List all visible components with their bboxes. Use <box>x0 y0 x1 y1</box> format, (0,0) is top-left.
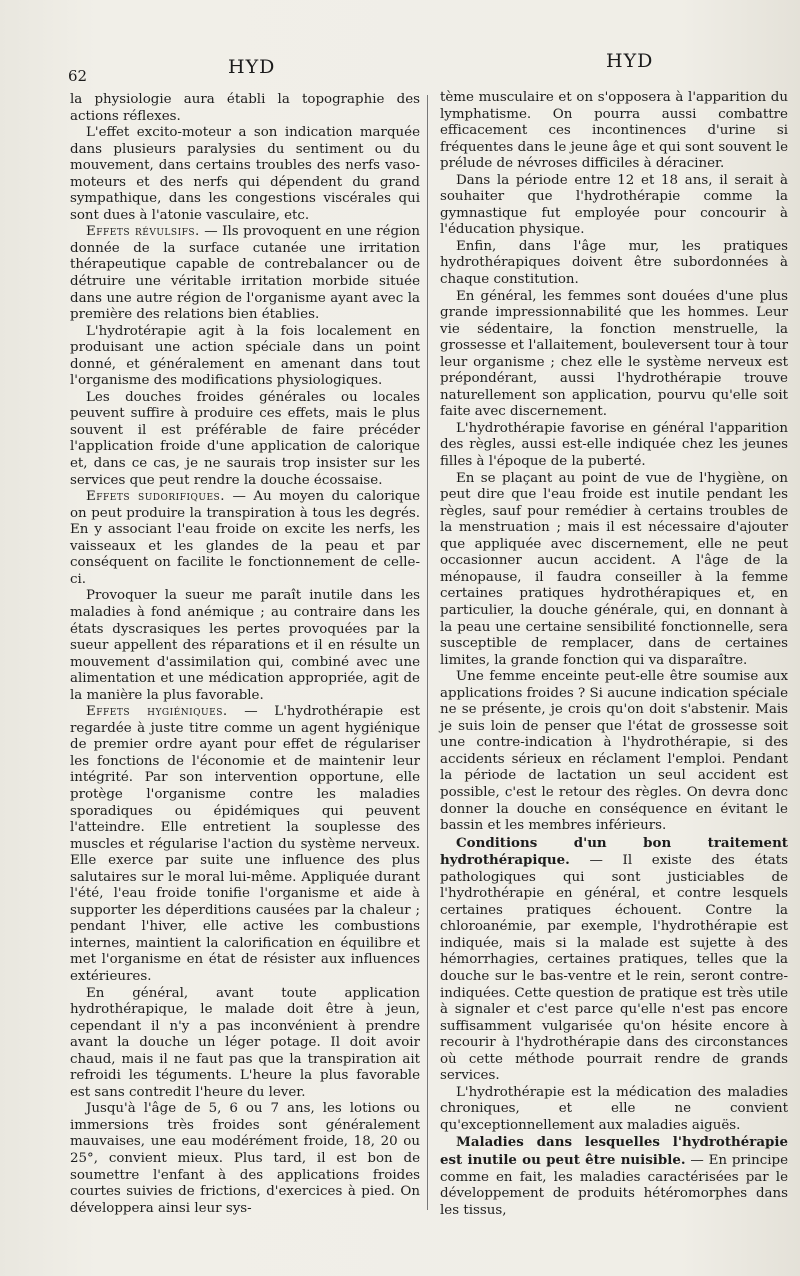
section-text: — L'hydrothérapie est regardée à juste titre comme un agent hygiénique de premier ordre ayant pour effet de régulariser les fonctions de l'économie et de maintenir leur intégrité. Par son intervention opportune, elle protège l'organisme contre les maladies sporadiques ou épidémiques qui peuvent l'atteindre. Elle entretient la souplesse des muscles et régularise l'action du système nerveux. Elle exerce par suite une influence des plus salutaires sur le moral lui-même. Appliquée durant l'été, l'eau froide tonifie l'organisme et aide à supporter les déperditions causées par la chaleur ; pendant l'hiver, elle active les combustions internes, maintient la calorification en équilibre et met l'organisme en état de résister aux influences extérieures. <box>70 704 421 984</box>
page-number: 62 <box>68 67 88 85</box>
paragraph: tème musculaire et on s'opposera à l'apparition du lymphatisme. On pourra aussi combattre efficacement ces incontinences d'urine si fréquentes dans le jeune âge et qui sont souvent le prélude de névroses difficiles à déraciner. <box>440 90 788 172</box>
section-heading: Effets hygiéniques. <box>86 704 228 720</box>
running-header-left: HYD <box>228 56 276 78</box>
paragraph: Enfin, dans l'âge mur, les pratiques hydrothérapiques doivent être subordonnées à chaque constitution. <box>440 238 788 288</box>
section-paragraph <box>70 224 420 323</box>
paragraph: En général, avant toute application hydrothérapique, le malade doit être à jeun, cependant il n'y a pas inconvénient à prendre avant la douche un léger potage. Il doit avoir chaud, mais il ne faut pas que la transpiration ait refroidi les téguments. L'heure la plus favorable est sans contredit l'heure du lever. <box>70 985 420 1100</box>
paragraph: L'effet excito-moteur a son indication marquée dans plusieurs paralysies du sentiment ou du mouvement, dans certains troubles des nerfs vaso-moteurs et des nerfs qui dépendent du grand sympathique, dans les congestions viscérales qui sont dues à l'atonie vasculaire, etc. <box>70 125 420 223</box>
running-header-right: HYD <box>606 50 654 72</box>
section-heading: Effets sudorifiques. <box>86 489 225 505</box>
paragraph: Une femme enceinte peut-elle être soumise aux applications froides ? Si aucune indication spéciale ne se présente, je crois qu'on doit s'abstenir. Mais je suis loin de penser que l'état de grossesse soit une contre-indication à l'hydrothérapie, si des accidents sérieux en réclament l'emploi. Pendant la période de lactation un seul accident est possible, c'est le retour des règles. On devra donc donner la douche en conséquence en évitant le bassin et les membres inférieurs. <box>440 669 788 834</box>
column-divider <box>427 95 428 1210</box>
paragraph: Les douches froides générales ou locales peuvent suffire à produire ces effets, mais le plus souvent il est préférable de faire précéder l'application froide d'une application de calorique et, dans ce cas, je ne saurais trop insister sur les services que peut rendre la douche écossaise. <box>70 389 420 488</box>
paragraph: L'hydrothérapie est la médication des maladies chroniques, et elle ne convient qu'exceptionnellement aux maladies aiguës. <box>440 1084 788 1133</box>
section-heading: Maladies dans lesquelles l'hydrothérapie est inutile ou peut être nuisible. <box>440 1134 788 1168</box>
paragraph: Jusqu'à l'âge de 5, 6 ou 7 ans, les lotions ou immersions très froides sont généralement mauvaises, une eau modérément froide, 18, 20 ou 25°, convient mieux. Plus tard, il est bon de soumettre l'enfant à des applications froides courtes suivies de frictions, d'exercices à pied. On développera ainsi leur sys- <box>70 1101 420 1216</box>
section-text: — Il existe des états pathologiques qui sont justiciables de l'hydrothérapie en général, et contre lesquels certaines pratiques échouent. Contre la chloroanémie, par exemple, l'hydrothérapie est indiquée, mais si la malade est sujette à des hémorrhagies, certaines pratiques, telles que la douche sur le bas-ventre et le rein, seront contre-indiquées. Cette question de pratique est très utile à signaler et c'est parce qu'elle n'est pas encore suffisamment vulgarisée qu'on hésite encore à recourir à l'hydrothérapie dans des circonstances où cette méthode pourrait rendre de grands services. <box>440 853 788 1084</box>
section-heading: Conditions d'un bon traitement hydrothérapique. <box>440 834 788 869</box>
section-paragraph <box>70 489 420 588</box>
paragraph: Dans la période entre 12 et 18 ans, il serait à souhaiter que l'hydrothérapie comme la gymnastique fut employée pour concourir à l'éducation physique. <box>440 172 788 238</box>
paragraph: En général, les femmes sont douées d'une plus grande impressionnabilité que les hommes. Leur vie sédentaire, la fonction menstruelle, la grossesse et l'allaitement, bouleversent tour à tour leur organisme ; chez elle le système nerveux est prépondérant, aussi l'hydrothérapie trouve naturellement son application, pourvu qu'elle soit faite avec discernement. <box>440 288 788 420</box>
section-heading: Effets révulsifs. <box>86 224 200 240</box>
section-text: — En principe comme en fait, les maladies caractérisées par le développement de produits hétéromorphes dans les tissus, <box>440 1153 789 1218</box>
left-column <box>70 92 420 1217</box>
paragraph: L'hydrotérapie agit à la fois localement en produisant une action spéciale dans un point donné, et généralement en amenant dans tout l'organisme des modifications physiologiques. <box>70 323 420 389</box>
section-text: — Au moyen du calorique on peut produire la transpiration à tous les degrés. En y associant l'eau froide on excite les nerfs, les vaisseaux et les glandes de la peau et par conséquent on facilite le fonctionnement de celle-ci. <box>70 489 420 587</box>
paragraph: En se plaçant au point de vue de l'hygiène, on peut dire que l'eau froide est inutile pendant les règles, sauf pour remédier à certains troubles de la menstruation ; mais il est nécessaire d'ajouter que appliquée avec discernement, elle ne peut occasionner aucun accident. A l'âge de la ménopause, il faudra conseiller à la femme certaines pratiques hydrothérapiques et, en particulier, la douche générale, qui, en donnant à la peau une certaine sensibilité fonctionnelle, sera susceptible de remplacer, dans de certaines limites, la grande fonction qui va disparaître. <box>440 470 788 668</box>
section-text: — Ils provoquent en une région donnée de la surface cutanée une irritation thérapeutique capable de contrebalancer ou de détruire une véritable irritation morbide située dans une autre région de l'organisme ayant avec la première des relations bien établies. <box>70 224 420 323</box>
paragraph: Provoquer la sueur me paraît inutile dans les maladies à fond anémique ; au contraire dans les états dyscrasiques les pertes provoquées par la sueur appellent des réparations et il en résulte un mouvement d'assimilation qui, combiné avec une alimentation et une médication appropriée, agit de la manière la plus favorable. <box>70 588 420 703</box>
right-column <box>440 90 788 1219</box>
section-paragraph <box>440 1134 788 1219</box>
paragraph: L'hydrothérapie favorise en général l'apparition des règles, aussi est-elle indiquée chez les jeunes filles à l'époque de la puberté. <box>440 420 788 470</box>
section-paragraph <box>440 835 788 1085</box>
section-paragraph <box>70 704 420 985</box>
paragraph: la physiologie aura établi la topographie des actions réflexes. <box>70 92 420 124</box>
